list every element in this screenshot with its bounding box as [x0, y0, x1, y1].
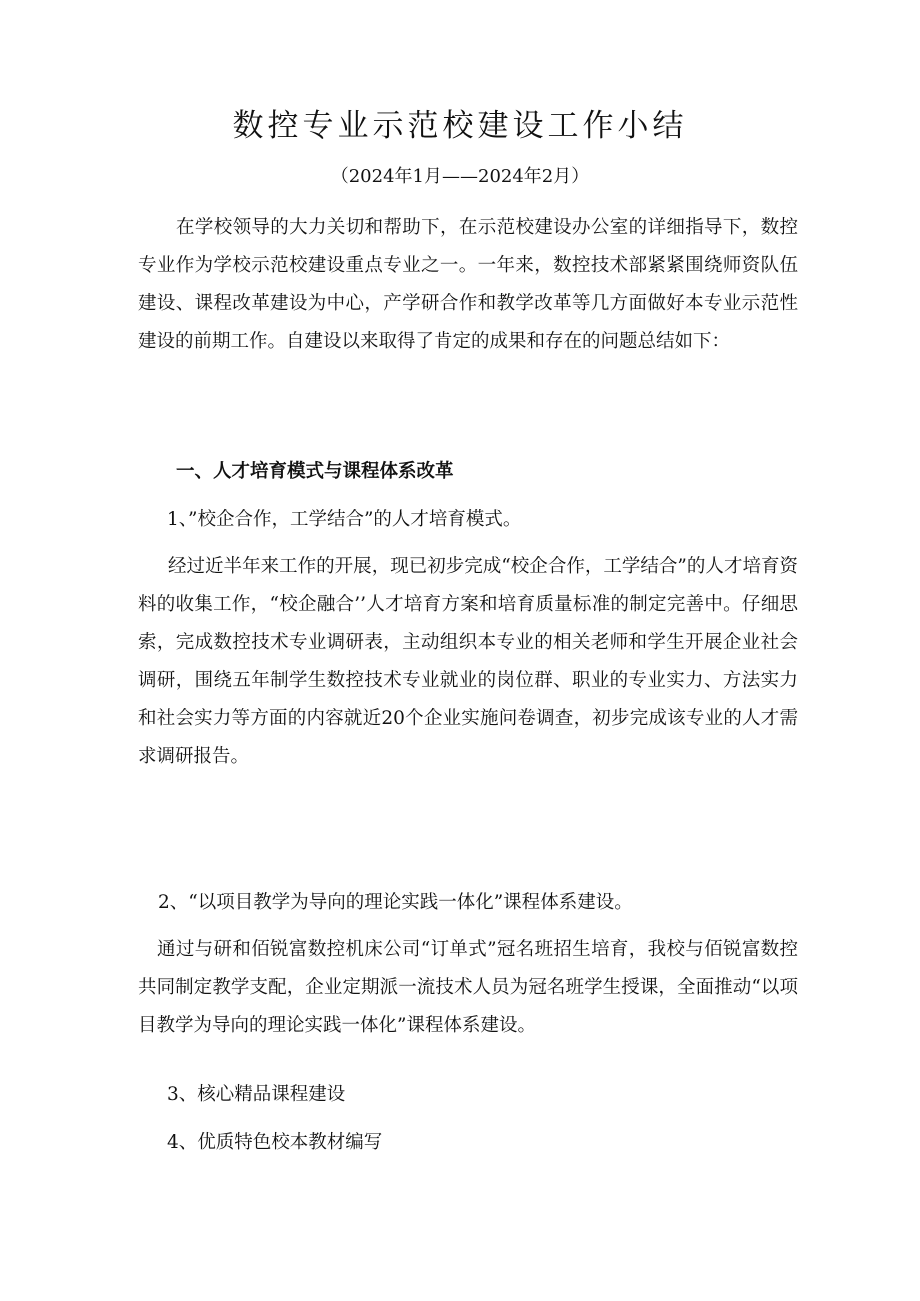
- item-2-title: 2、“以项目教学为导向的理论实践一体化”课程体系建设。: [158, 892, 633, 913]
- date-range: （2024年1月——2024年2月）: [330, 166, 590, 187]
- item-2-body: 通过与研和佰锐富数控机床公司“订单式”冠名班招生培育，我校与佰锐富数控共同制定教学支配，企业定期派一流技术人员为冠名班学生授课，全面推动“以项目教学为导向的理论实践一体化”课程体系建设。: [138, 939, 798, 1036]
- document-title: 数控专业示范校建设工作小结: [232, 108, 688, 144]
- item-1-body: 经过近半年来工作的开展，现已初步完成“校企合作，工学结合”的人才培育资料的收集工作，“校企融合’’人才培育方案和培育质量标准的制定完善中。仔细思索，完成数控技术专业调研表，主动组织本专业的相关老师和学生开展企业社会调研，围绕五年制学生数控技术专业就业的岗位群、职业的专业实力、方法实力和社会实力等方面的内容就近20个企业实施问卷调查，初步完成该专业的人才需求调研报告。: [138, 556, 798, 767]
- intro-paragraph: 在学校领导的大力关切和帮助下，在示范校建设办公室的详细指导下，数控专业作为学校示范校建设重点专业之一。一年来，数控技术部紧紧围绕师资队伍建设、课程改革建设为中心，产学研合作和教学改革等几方面做好本专业示范性建设的前期工作。自建设以来取得了肯定的成果和存在的问题总结如下：: [138, 217, 798, 352]
- item-4-title: 4、优质特色校本教材编写: [167, 1132, 383, 1153]
- section-heading-1: 一、人才培育模式与课程体系改革: [176, 461, 454, 482]
- item-3-title: 3、核心精品课程建设: [167, 1084, 346, 1105]
- item-1-title: 1、”校企合作，工学结合”的人才培育模式。: [167, 509, 522, 530]
